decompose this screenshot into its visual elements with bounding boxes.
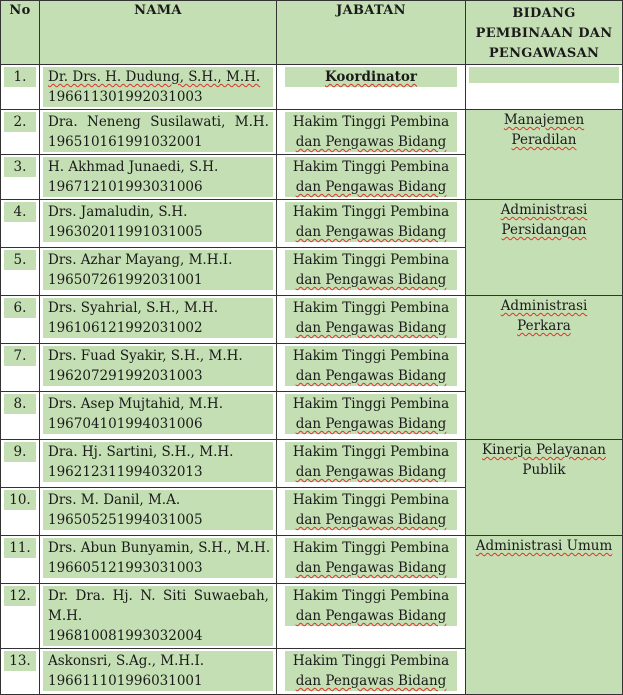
official-nip: 196611101996031001 [48,673,203,689]
bidang-cell-empty [466,65,623,110]
jabatan-line1: Hakim Tinggi Pembina [292,348,450,364]
row-number: 1. [13,69,27,85]
table-row [1,65,623,110]
jabatan-line2: dan Pengawas Bidang [295,224,447,240]
jabatan-line2: dan Pengawas Bidang [295,320,447,336]
jabatan-line1: Hakim Tinggi Pembina [292,588,450,604]
jabatan-cell [277,584,466,649]
header-bidang-line2: PEMBINAAN DAN [475,26,613,41]
jabatan-line1: Hakim Tinggi Pembina [292,114,450,130]
jabatan-line2: dan Pengawas Bidang [295,272,447,288]
official-name: Drs. Fuad Syakir, S.H., M.H. [48,348,243,364]
table-row [1,536,623,584]
name-cell [40,248,277,296]
row-number: 2. [13,114,27,130]
official-name: Dra. Neneng Susilawati, M.H. [48,114,269,130]
row-number: 10. [9,492,31,508]
row-number-cell [1,110,40,155]
header-nama [40,1,277,65]
row-number-cell [1,248,40,296]
jabatan-line1: Hakim Tinggi Pembina [292,159,450,175]
official-nip: 196207291992031003 [48,368,203,384]
official-name: Drs. Jamaludin, S.H. [48,204,188,220]
jabatan-cell [277,296,466,344]
row-number-cell [1,649,40,695]
official-name-line2: M.H. [48,608,83,624]
row-number: 7. [13,348,27,364]
jabatan-cell [277,440,466,488]
official-name: Drs. Asep Mujtahid, M.H. [48,396,223,412]
jabatan-line2: dan Pengawas Bidang [295,608,447,624]
official-nip: 196712101993031006 [48,179,203,195]
jabatan-line1: Hakim Tinggi Pembina [292,540,450,556]
bidang-cell-perkara [466,296,623,440]
jabatan-cell [277,392,466,440]
row-number-cell [1,65,40,110]
official-nip: 196605121993031003 [48,560,203,576]
header-bidang-line1: BIDANG [512,6,576,21]
name-cell [40,488,277,536]
header-nama-label: NAMA [134,3,182,18]
name-cell [40,536,277,584]
jabatan-line1: Hakim Tinggi Pembina [292,492,450,508]
name-cell [40,200,277,248]
name-cell [40,584,277,649]
jabatan-line2: dan Pengawas Bidang [295,179,447,195]
row-number: 4. [13,204,27,220]
row-number: 6. [13,300,27,316]
jabatan-cell [277,200,466,248]
official-nip: 196505251994031005 [48,512,203,528]
name-cell [40,110,277,155]
jabatan-line2: dan Pengawas Bidang [295,416,447,432]
row-number: 12. [9,588,31,604]
row-number-cell [1,296,40,344]
official-name: Dra. Hj. Sartini, S.H., M.H. [48,444,234,460]
name-cell [40,344,277,392]
row-number: 8. [13,396,27,412]
header-no-label: No [9,3,31,18]
jabatan-line1: Hakim Tinggi Pembina [292,444,450,460]
bidang-line1: Administrasi [500,298,588,314]
name-cell [40,649,277,695]
name-cell [40,440,277,488]
official-nip: 196212311994032013 [48,464,203,480]
table-row [1,200,623,248]
jabatan-line2: dan Pengawas Bidang [295,464,447,480]
row-number-cell [1,584,40,649]
official-nip: 196810081993032004 [48,628,203,644]
row-number-cell [1,392,40,440]
row-number-cell [1,440,40,488]
header-jabatan [277,1,466,65]
bidang-line2: Persidangan [501,222,587,238]
header-no [1,1,40,65]
jabatan-line2: dan Pengawas Bidang [295,368,447,384]
jabatan-line1: Hakim Tinggi Pembina [292,252,450,268]
name-cell [40,392,277,440]
official-nip: 196611301992031003 [48,89,203,105]
jabatan-line2: dan Pengawas Bidang [295,673,447,689]
official-name: Askonsri, S.Ag., M.H.I. [48,653,205,669]
official-name: Drs. M. Danil, M.A. [48,492,181,508]
jabatan-cell [277,649,466,695]
row-number: 13. [9,653,31,669]
official-nip: 196510161991032001 [48,134,203,150]
row-number-cell [1,488,40,536]
bidang-line1: Administrasi [500,202,588,218]
name-cell [40,155,277,200]
official-name: Drs. Abun Bunyamin, S.H., M.H. [48,540,271,556]
row-number-cell [1,536,40,584]
jabatan-line2: dan Pengawas Bidang [295,134,447,150]
jabatan-line1: Hakim Tinggi Pembina [292,300,450,316]
jabatan-line1: Hakim Tinggi Pembina [292,204,450,220]
jabatan-cell [277,155,466,200]
row-number-cell [1,200,40,248]
bidang-cell-umum [466,536,623,695]
bidang-cell-kinerja [466,440,623,536]
jabatan-text: Koordinator [324,69,418,85]
official-name: Drs. Azhar Mayang, M.H.I. [48,252,233,268]
header-jabatan-label: JABATAN [336,3,406,18]
table-row [1,296,623,344]
jabatan-cell [277,344,466,392]
row-number: 9. [13,444,27,460]
name-cell [40,296,277,344]
row-number: 5. [13,252,27,268]
jabatan-line2: dan Pengawas Bidang [295,512,447,528]
header-row [1,1,623,65]
official-name: Dr. Dra. Hj. N. Siti Suwaebah, [48,588,269,604]
jabatan-line2: dan Pengawas Bidang [295,560,447,576]
bidang-cell-persidangan [466,200,623,296]
bidang-line2: Perkara [517,318,571,334]
official-nip: 196507261992031001 [48,272,203,288]
bidang-line1: Manajemen [503,112,585,128]
row-number-cell [1,155,40,200]
bidang-line1: Kinerja Pelayanan [481,442,606,458]
jabatan-cell [277,110,466,155]
jabatan-cell [277,488,466,536]
row-number-cell [1,344,40,392]
jabatan-cell [277,536,466,584]
header-bidang [466,1,623,65]
official-name: H. Akhmad Junaedi, S.H. [48,159,219,175]
jabatan-cell [277,248,466,296]
jabatan-line1: Hakim Tinggi Pembina [292,396,450,412]
official-name: Dr. Drs. H. Dudung, S.H., M.H. [48,69,261,85]
table-row [1,440,623,488]
name-cell [40,65,277,110]
row-number: 3. [13,159,27,175]
official-nip: 196704101994031006 [48,416,203,432]
bidang-line2: Publik [522,462,566,478]
table-row [1,110,623,155]
bidang-cell-manajemen [466,110,623,200]
bidang-line2: Peradilan [511,132,577,148]
header-bidang-line3: PENGAWASAN [488,46,600,61]
official-nip: 196106121992031002 [48,320,203,336]
row-number: 11. [9,540,31,556]
official-name: Drs. Syahrial, S.H., M.H. [48,300,219,316]
bidang-line1: Administrasi Umum [475,538,613,554]
official-nip: 196302011991031005 [48,224,203,240]
jabatan-cell [277,65,466,110]
jabatan-line1: Hakim Tinggi Pembina [292,653,450,669]
